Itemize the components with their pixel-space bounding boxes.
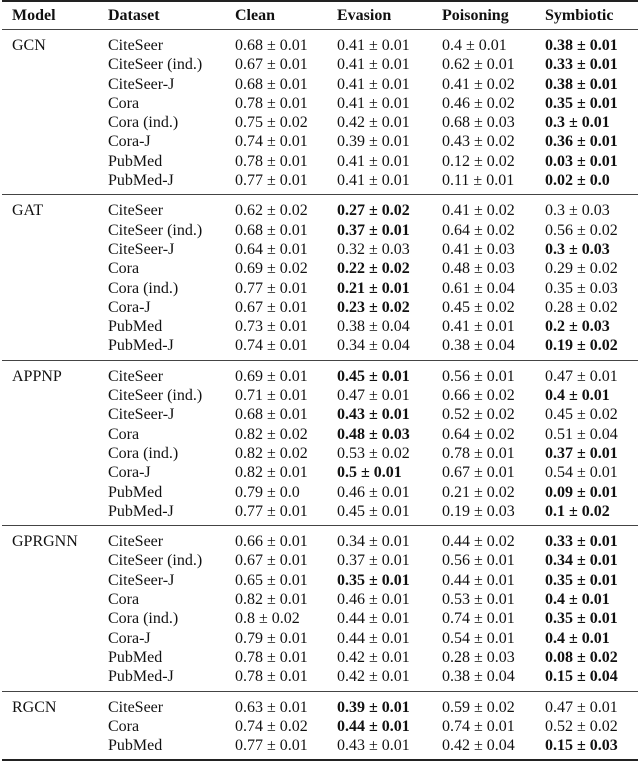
evasion-value: 0.37 ± 0.01 [337,221,410,239]
symbiotic-value: 0.38 ± 0.01 [545,75,618,93]
poisoning-value: 0.56 ± 0.01 [442,552,515,570]
symbiotic-value: 0.02 ± 0.0 [545,172,610,190]
dataset-name: Cora (ind.) [108,610,179,628]
header-evasion: Evasion [337,7,392,24]
poisoning-value: 0.45 ± 0.02 [442,298,515,316]
clean-value: 0.78 ± 0.01 [235,668,308,686]
poisoning-value: 0.54 ± 0.01 [442,629,515,647]
model-name: GPRGNN [12,533,78,551]
clean-value: 0.62 ± 0.02 [235,202,308,220]
dataset-name: Cora-J [108,133,151,151]
dataset-name: CiteSeer [108,533,164,551]
table-row [2,259,638,278]
poisoning-value: 0.21 ± 0.02 [442,483,515,501]
symbiotic-value: 0.51 ± 0.04 [545,425,618,443]
model-name: GCN [12,37,46,54]
poisoning-value: 0.43 ± 0.02 [442,133,515,151]
table-row [2,94,638,113]
poisoning-value: 0.74 ± 0.01 [442,610,515,628]
evasion-value: 0.41 ± 0.01 [337,94,410,112]
dataset-name: PubMed-J [108,502,174,520]
symbiotic-value: 0.45 ± 0.02 [545,406,618,424]
symbiotic-value: 0.35 ± 0.01 [545,94,618,112]
table-row [2,444,638,463]
poisoning-value: 0.41 ± 0.03 [442,240,515,258]
table-row [2,717,638,736]
dataset-name: Cora-J [108,464,151,482]
symbiotic-value: 0.28 ± 0.02 [545,298,618,316]
dataset-name: PubMed [108,318,163,336]
header-symbiotic: Symbiotic [545,7,614,24]
clean-value: 0.78 ± 0.01 [235,152,308,170]
table-body [2,30,638,761]
symbiotic-value: 0.4 ± 0.01 [545,387,610,405]
table-row [2,571,638,590]
symbiotic-value: 0.52 ± 0.02 [545,717,618,735]
symbiotic-value: 0.47 ± 0.01 [545,367,618,385]
evasion-value: 0.46 ± 0.01 [337,591,410,609]
poisoning-value: 0.41 ± 0.01 [442,318,515,336]
evasion-value: 0.42 ± 0.01 [337,648,410,666]
evasion-value: 0.38 ± 0.04 [337,318,410,336]
dataset-name: Cora-J [108,298,151,316]
table-row [2,736,638,755]
header-poisoning: Poisoning [442,7,509,24]
clean-value: 0.68 ± 0.01 [235,75,308,93]
clean-value: 0.71 ± 0.01 [235,387,308,405]
table-row [2,279,638,298]
header-model: Model [12,7,56,24]
poisoning-value: 0.64 ± 0.02 [442,221,515,239]
clean-value: 0.8 ± 0.02 [235,610,300,628]
clean-value: 0.69 ± 0.02 [235,260,308,278]
dataset-name: CiteSeer-J [108,571,175,589]
poisoning-value: 0.48 ± 0.03 [442,260,515,278]
poisoning-value: 0.44 ± 0.01 [442,571,515,589]
symbiotic-value: 0.54 ± 0.01 [545,464,618,482]
symbiotic-value: 0.47 ± 0.01 [545,698,618,716]
evasion-value: 0.45 ± 0.01 [337,502,410,520]
dataset-name: CiteSeer [108,37,164,54]
dataset-name: CiteSeer [108,202,164,220]
poisoning-value: 0.52 ± 0.02 [442,406,515,424]
poisoning-value: 0.19 ± 0.03 [442,502,515,520]
table-row [2,698,638,717]
dataset-name: CiteSeer [108,367,164,385]
evasion-value: 0.48 ± 0.03 [337,425,410,443]
model-group [2,195,638,359]
table-row [2,55,638,74]
table-row [2,132,638,151]
evasion-value: 0.35 ± 0.01 [337,571,410,589]
dataset-name: CiteSeer (ind.) [108,56,203,74]
symbiotic-value: 0.29 ± 0.02 [545,260,618,278]
clean-value: 0.69 ± 0.01 [235,367,308,385]
dataset-name: CiteSeer-J [108,240,175,258]
clean-value: 0.77 ± 0.01 [235,502,308,520]
table-row [2,463,638,482]
evasion-value: 0.22 ± 0.02 [337,260,410,278]
evasion-value: 0.44 ± 0.01 [337,629,410,647]
dataset-name: CiteSeer-J [108,406,175,424]
symbiotic-value: 0.09 ± 0.01 [545,483,618,501]
symbiotic-value: 0.35 ± 0.01 [545,610,618,628]
clean-value: 0.74 ± 0.01 [235,337,308,355]
evasion-value: 0.39 ± 0.01 [337,698,410,716]
clean-value: 0.67 ± 0.01 [235,298,308,316]
dataset-name: Cora [108,260,140,278]
poisoning-value: 0.44 ± 0.02 [442,533,515,551]
model-name: APPNP [12,367,62,385]
evasion-value: 0.42 ± 0.01 [337,668,410,686]
table-row [2,317,638,336]
dataset-name: PubMed [108,483,163,501]
model-name: RGCN [12,698,57,716]
clean-value: 0.73 ± 0.01 [235,318,308,336]
poisoning-value: 0.61 ± 0.04 [442,279,515,297]
bottom-rule [2,759,638,761]
poisoning-value: 0.78 ± 0.01 [442,444,515,462]
dataset-name: Cora (ind.) [108,444,179,462]
dataset-name: PubMed-J [108,337,174,355]
clean-value: 0.74 ± 0.02 [235,717,308,735]
evasion-value: 0.45 ± 0.01 [337,367,410,385]
poisoning-value: 0.64 ± 0.02 [442,425,515,443]
clean-value: 0.82 ± 0.02 [235,444,308,462]
evasion-value: 0.43 ± 0.01 [337,737,410,755]
evasion-value: 0.5 ± 0.01 [337,464,402,482]
symbiotic-value: 0.37 ± 0.01 [545,444,618,462]
evasion-value: 0.21 ± 0.01 [337,279,410,297]
dataset-name: Cora-J [108,629,151,647]
table-row [2,36,638,55]
symbiotic-value: 0.08 ± 0.02 [545,648,618,666]
evasion-value: 0.41 ± 0.01 [337,37,410,54]
table-row [2,75,638,94]
clean-value: 0.64 ± 0.01 [235,240,308,258]
table-row [2,502,638,521]
evasion-value: 0.44 ± 0.01 [337,610,410,628]
model-name: GAT [12,202,44,220]
dataset-name: CiteSeer-J [108,75,175,93]
clean-value: 0.68 ± 0.01 [235,406,308,424]
symbiotic-value: 0.36 ± 0.01 [545,133,618,151]
poisoning-value: 0.59 ± 0.02 [442,698,515,716]
table-row [2,667,638,686]
dataset-name: CiteSeer [108,698,164,716]
clean-value: 0.79 ± 0.0 [235,483,300,501]
poisoning-value: 0.74 ± 0.01 [442,717,515,735]
poisoning-value: 0.42 ± 0.04 [442,737,515,755]
table-row [2,532,638,551]
table-row [2,425,638,444]
poisoning-value: 0.62 ± 0.01 [442,56,515,74]
dataset-name: PubMed [108,152,163,170]
poisoning-value: 0.41 ± 0.02 [442,75,515,93]
poisoning-value: 0.46 ± 0.02 [442,94,515,112]
clean-value: 0.79 ± 0.01 [235,629,308,647]
table-row [2,483,638,502]
symbiotic-value: 0.33 ± 0.01 [545,533,618,551]
clean-value: 0.74 ± 0.01 [235,133,308,151]
poisoning-value: 0.41 ± 0.02 [442,202,515,220]
evasion-value: 0.41 ± 0.01 [337,56,410,74]
clean-value: 0.77 ± 0.01 [235,279,308,297]
table-row [2,113,638,132]
dataset-name: Cora [108,717,140,735]
dataset-name: Cora (ind.) [108,279,179,297]
poisoning-value: 0.11 ± 0.01 [442,172,515,190]
clean-value: 0.63 ± 0.01 [235,698,308,716]
poisoning-value: 0.4 ± 0.01 [442,37,507,54]
evasion-value: 0.23 ± 0.02 [337,298,410,316]
symbiotic-value: 0.4 ± 0.01 [545,591,610,609]
symbiotic-value: 0.19 ± 0.02 [545,337,618,355]
clean-value: 0.77 ± 0.01 [235,737,308,755]
poisoning-value: 0.28 ± 0.03 [442,648,515,666]
table-row [2,240,638,259]
dataset-name: CiteSeer (ind.) [108,387,203,405]
table-row [2,386,638,405]
symbiotic-value: 0.15 ± 0.04 [545,668,618,686]
clean-value: 0.82 ± 0.02 [235,425,308,443]
clean-value: 0.78 ± 0.01 [235,648,308,666]
symbiotic-value: 0.34 ± 0.01 [545,552,618,570]
symbiotic-value: 0.35 ± 0.03 [545,279,618,297]
clean-value: 0.68 ± 0.01 [235,221,308,239]
table-row [2,590,638,609]
symbiotic-value: 0.3 ± 0.03 [545,240,610,258]
evasion-value: 0.34 ± 0.01 [337,533,410,551]
header-clean: Clean [235,7,275,24]
evasion-value: 0.46 ± 0.01 [337,483,410,501]
clean-value: 0.82 ± 0.01 [235,464,308,482]
table-row [2,629,638,648]
symbiotic-value: 0.56 ± 0.02 [545,221,618,239]
dataset-name: Cora (ind.) [108,114,179,132]
poisoning-value: 0.66 ± 0.02 [442,387,515,405]
symbiotic-value: 0.1 ± 0.02 [545,502,610,520]
clean-value: 0.77 ± 0.01 [235,172,308,190]
evasion-value: 0.41 ± 0.01 [337,172,410,190]
poisoning-value: 0.56 ± 0.01 [442,367,515,385]
table-row [2,336,638,355]
poisoning-value: 0.38 ± 0.04 [442,668,515,686]
dataset-name: Cora [108,591,140,609]
clean-value: 0.67 ± 0.01 [235,552,308,570]
dataset-name: Cora [108,425,140,443]
evasion-value: 0.42 ± 0.01 [337,114,410,132]
evasion-value: 0.47 ± 0.01 [337,387,410,405]
table-row [2,298,638,317]
table-row [2,551,638,570]
symbiotic-value: 0.2 ± 0.03 [545,318,610,336]
table-row [2,648,638,667]
clean-value: 0.82 ± 0.01 [235,591,308,609]
evasion-value: 0.34 ± 0.04 [337,337,410,355]
header-dataset: Dataset [108,7,160,24]
evasion-value: 0.37 ± 0.01 [337,552,410,570]
evasion-value: 0.44 ± 0.01 [337,717,410,735]
clean-value: 0.67 ± 0.01 [235,56,308,74]
model-group [2,30,638,194]
dataset-name: PubMed-J [108,668,174,686]
table-row [2,171,638,190]
poisoning-value: 0.68 ± 0.03 [442,114,515,132]
dataset-name: PubMed-J [108,172,174,190]
poisoning-value: 0.38 ± 0.04 [442,337,515,355]
table-row [2,609,638,628]
poisoning-value: 0.53 ± 0.01 [442,591,515,609]
model-group [2,526,638,690]
model-group [2,361,638,525]
symbiotic-value: 0.3 ± 0.03 [545,202,610,220]
symbiotic-value: 0.3 ± 0.01 [545,114,610,132]
header-row [2,2,638,29]
table-row [2,201,638,220]
table-row [2,405,638,424]
evasion-value: 0.27 ± 0.02 [337,202,410,220]
dataset-name: CiteSeer (ind.) [108,221,203,239]
symbiotic-value: 0.15 ± 0.03 [545,737,618,755]
evasion-value: 0.32 ± 0.03 [337,240,410,258]
table-row [2,152,638,171]
evasion-value: 0.41 ± 0.01 [337,152,410,170]
evasion-value: 0.39 ± 0.01 [337,133,410,151]
symbiotic-value: 0.4 ± 0.01 [545,629,610,647]
dataset-name: PubMed [108,737,163,755]
model-group [2,692,638,760]
table-row [2,221,638,240]
clean-value: 0.65 ± 0.01 [235,571,308,589]
symbiotic-value: 0.35 ± 0.01 [545,571,618,589]
symbiotic-value: 0.38 ± 0.01 [545,37,618,54]
evasion-value: 0.41 ± 0.01 [337,75,410,93]
table-row [2,367,638,386]
symbiotic-value: 0.03 ± 0.01 [545,152,618,170]
clean-value: 0.78 ± 0.01 [235,94,308,112]
results-table [2,0,638,761]
symbiotic-value: 0.33 ± 0.01 [545,56,618,74]
dataset-name: Cora [108,94,140,112]
poisoning-value: 0.12 ± 0.02 [442,152,515,170]
clean-value: 0.66 ± 0.01 [235,533,308,551]
evasion-value: 0.43 ± 0.01 [337,406,410,424]
clean-value: 0.75 ± 0.02 [235,114,308,132]
clean-value: 0.68 ± 0.01 [235,37,308,54]
evasion-value: 0.53 ± 0.02 [337,444,410,462]
dataset-name: PubMed [108,648,163,666]
poisoning-value: 0.67 ± 0.01 [442,464,515,482]
dataset-name: CiteSeer (ind.) [108,552,203,570]
